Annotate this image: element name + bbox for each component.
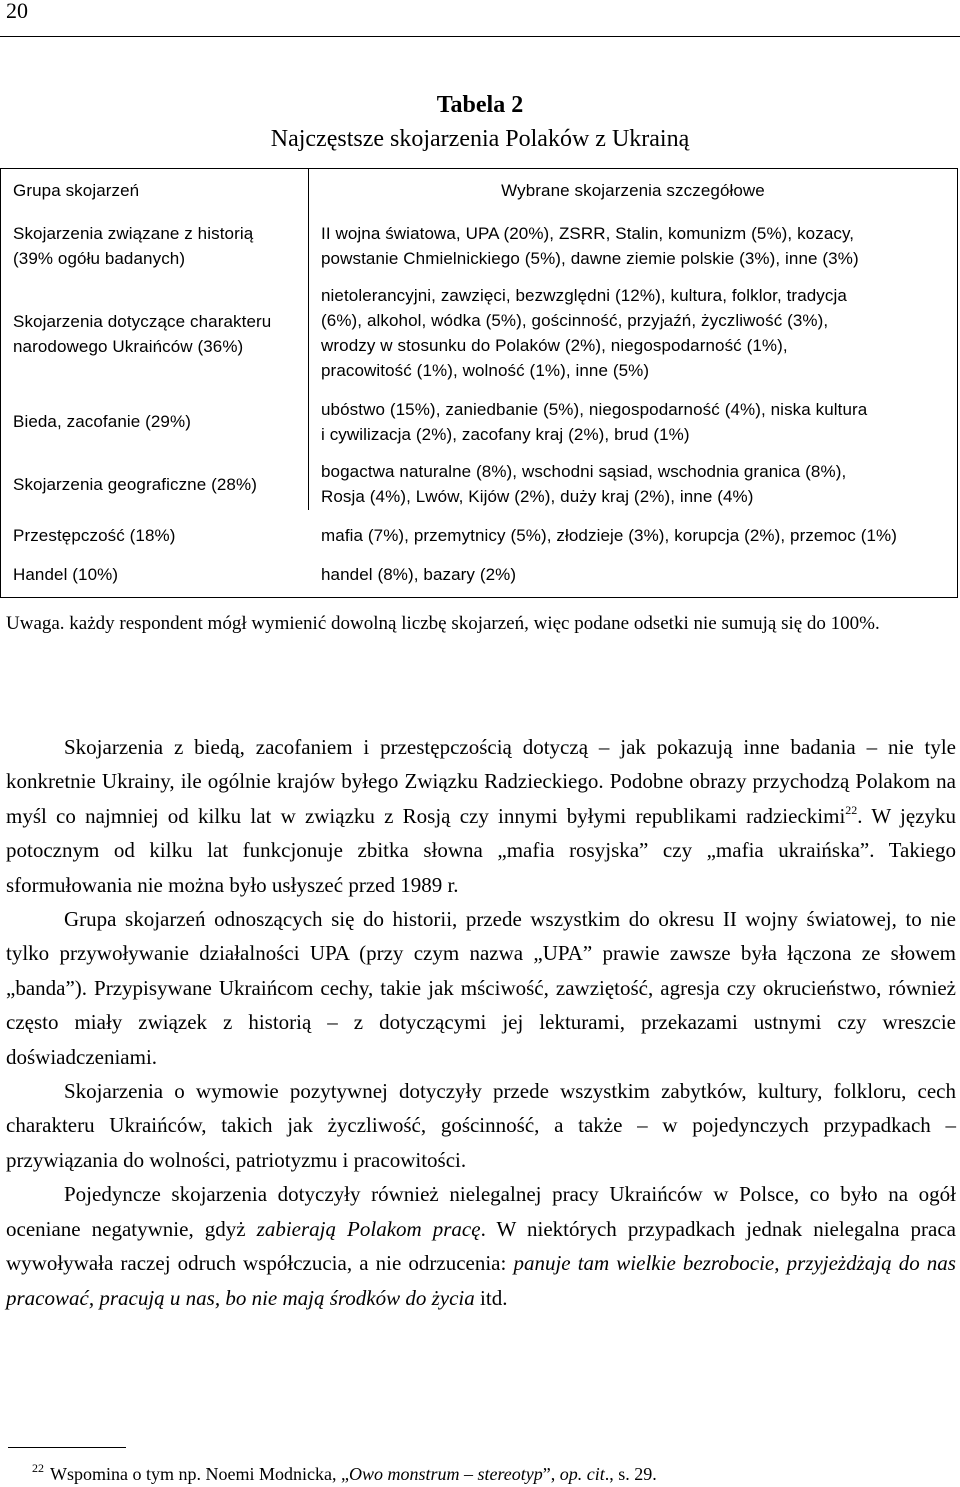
text-run: ., s. 29. xyxy=(604,1464,657,1484)
table-caption: Najczęstsze skojarzenia Polaków z Ukrainą xyxy=(270,126,690,152)
footnote xyxy=(6,1461,657,1485)
details-line: II wojna światowa, UPA (20%), ZSRR, Stalin, komunizm (5%), kozacy, xyxy=(321,224,855,243)
row-history-details xyxy=(321,221,951,271)
row-trade-details xyxy=(321,562,951,587)
paragraph xyxy=(6,730,956,902)
row-crime-details xyxy=(321,523,951,548)
text-run: Pojedyncze skojarzenia dotyczyły również nielegalnej pracy Ukraińców w Polsce, co było na ogół oceniane negatywnie, gdyż xyxy=(6,1182,956,1241)
cited-title: Owo monstrum – stereotyp xyxy=(348,1464,543,1484)
group-line: Przestępczość (18%) xyxy=(13,526,176,545)
text-run: . W języku potocznym od kilku lat funkcjonuje zbitka słowna „mafia rosyjska” czy „mafia ukraińska”. Takiego sformułowania nie można było usłyszeć przed 1989 r. xyxy=(6,803,956,897)
header-rule xyxy=(0,36,960,37)
footnote-rule xyxy=(8,1447,126,1448)
italic-quote: panuje tam wielkie bezrobocie, przyjeżdżają do nas pracować, pracują u nas, bo nie mają środków do życia xyxy=(6,1251,956,1310)
page-number: 20 xyxy=(6,0,28,23)
op-cit: op. cit xyxy=(559,1464,605,1484)
details-line: bogactwa naturalne (8%), wschodni sąsiad, wschodnia granica (8%), xyxy=(321,462,847,481)
group-line: Skojarzenia dotyczące charakteru xyxy=(13,312,272,331)
details-line: ubóstwo (15%), zaniedbanie (5%), niegospodarność (4%), niska kultura xyxy=(321,400,868,419)
group-line: Handel (10%) xyxy=(13,565,119,584)
details-line: (6%), alkohol, wódka (5%), gościnność, przyjaźń, życzliwość (3%), xyxy=(321,311,829,330)
table-note: Uwaga. każdy respondent mógł wymienić dowolną liczbę skojarzeń, więc podane odsetki nie sumują się do 100%. xyxy=(6,613,880,634)
group-line: narodowego Ukraińców (36%) xyxy=(13,337,244,356)
group-line: Bieda, zacofanie (29%) xyxy=(13,412,191,431)
paragraph: Skojarzenia o wymowie pozytywnej dotyczyły przede wszystkim zabytków, kultury, folkloru, cech charakteru Ukraińców, takich jak życzliwość, gościnność, a także – w pojedynczych przypadkach – przywiązania do wolności, patriotyzmu i pracowitości. xyxy=(6,1079,956,1172)
details-line: nietolerancyjni, zawzięci, bezwzględni (12%), kultura, folklor, tradycja xyxy=(321,286,847,305)
row-history-group xyxy=(13,221,303,271)
details-line: wrodzy w stosunku do Polaków (2%), niegospodarność (1%), xyxy=(321,336,788,355)
table-label: Tabela 2 xyxy=(436,92,524,118)
group-line: Skojarzenia geograficzne (28%) xyxy=(13,475,257,494)
row-poverty-details xyxy=(321,397,951,447)
text-run: . W niektórych przypadkach jednak nielegalna praca wywoływała raczej odruch współczucia, a nie odrzucenia: xyxy=(6,1216,956,1276)
details-line: Rosja (4%), Lwów, Kijów (2%), duży kraj (2%), inne (4%) xyxy=(321,487,754,506)
details-line: handel (8%), bazary (2%) xyxy=(321,565,517,584)
details-line: i cywilizacja (2%), zacofany kraj (2%), brud (1%) xyxy=(321,425,690,444)
page-header xyxy=(0,0,960,40)
row-poverty-group xyxy=(13,409,303,434)
text-run: Wspomina o tym np. Noemi Modnicka, „ xyxy=(50,1464,349,1484)
paragraph xyxy=(6,1177,956,1315)
row-geography-details xyxy=(321,459,951,509)
group-line: (39% ogółu badanych) xyxy=(13,249,186,268)
row-character-group xyxy=(13,309,303,359)
text-run: itd. xyxy=(474,1285,508,1310)
text-run: ”, xyxy=(542,1464,560,1484)
details-line: pracowitość (1%), wolność (1%), inne (5%) xyxy=(321,361,650,380)
row-trade-group xyxy=(13,562,303,587)
row-geography-group xyxy=(13,472,303,497)
row-crime-group xyxy=(13,523,303,548)
paragraph: Grupa skojarzeń odnoszących się do historii, przede wszystkim do okresu II wojny światowej, to nie tylko przywoływanie działalności UPA (przy czym nazwa „UPA” prawie zawsze była łączona ze słowem „banda”). Przypisywane Ukraińcom cechy, takie jak mściwość, zawziętość, agresja czy okrucieństwo, również często miały związek z historią – z dotyczącymi jej lekturami, przekazami ustnymi czy wreszcie doświadczeniami. xyxy=(6,907,956,1069)
italic-quote: zabierają Polakom pracę xyxy=(256,1216,481,1241)
column-divider xyxy=(308,169,309,510)
row-character-details xyxy=(321,283,951,383)
text-run: Skojarzenia z biedą, zacofaniem i przestępczością dotyczą – jak pokazują inne badania – nie tyle konkretnie Ukrainy, ile ogólnie krajów byłego Związku Radzieckiego. Podobne obrazy przychodzą Polakom na myśl co najmniej od kilku lat w związku z Rosją czy innymi byłymi republikami radzieckimi xyxy=(6,735,956,828)
group-line: Skojarzenia związane z historią xyxy=(13,224,254,243)
details-line: mafia (7%), przemytnicy (5%), złodzieje (3%), korupcja (2%), przemoc (1%) xyxy=(321,526,898,545)
table-header-group: Grupa skojarzeń xyxy=(13,181,140,200)
body-text xyxy=(6,730,956,1315)
footnote-number: 22 xyxy=(32,1461,44,1475)
footnote-ref: 22 xyxy=(845,802,858,817)
table-header-details: Wybrane skojarzenia szczegółowe xyxy=(501,181,765,200)
associations-table xyxy=(0,168,958,598)
details-line: powstanie Chmielnickiego (5%), dawne ziemie polskie (3%), inne (3%) xyxy=(321,249,859,268)
